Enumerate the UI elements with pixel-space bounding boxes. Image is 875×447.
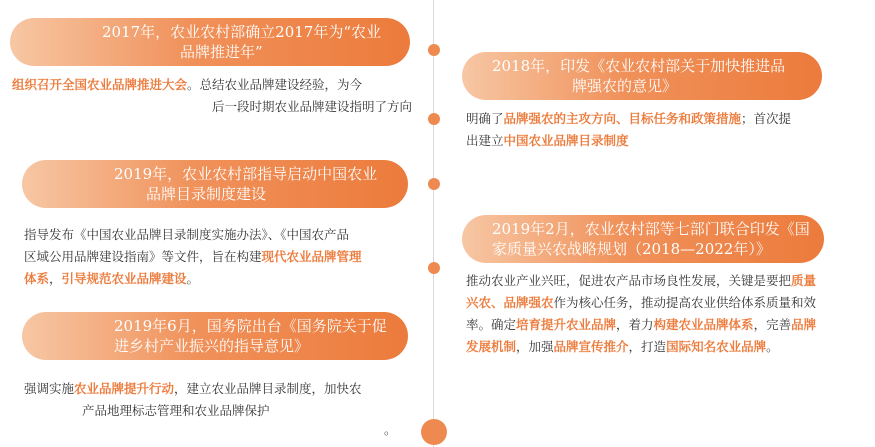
desc-line: 强调实施农业品牌提升行动，建立农业品牌目录制度，加快农 [24, 381, 362, 396]
timeline-dot [428, 262, 440, 274]
event-title-line: 2019年，农业农村部指导启动中国农业 [114, 165, 378, 183]
event-title-line: 进乡村产业振兴的指导意见》 [114, 337, 310, 355]
event-2019-feb-desc [466, 270, 871, 358]
event-2018-desc [466, 108, 866, 152]
event-title-line: 2019年6月，国务院出台《国务院关于促 [114, 317, 387, 335]
event-2018-title [462, 52, 822, 100]
desc-line: 后一段时期农业品牌建设指明了方向 [211, 99, 412, 114]
event-2019-jun-title [22, 312, 408, 360]
event-title-line: 2019年2月，农业农村部等七部门联合印发《国 [492, 220, 810, 238]
event-2019-title [22, 160, 408, 208]
desc-line: 组织召开全国农业品牌推进大会。总结农业品牌建设经验，为今 [12, 77, 363, 92]
timeline-dot [428, 178, 440, 190]
timeline-axis [433, 0, 434, 447]
event-title-line: 家质量兴农战略规划（2018—2022年）》 [492, 240, 771, 258]
desc-line: 率。确定培育提升农业品牌，着力构建农业品牌体系，完善品牌 [466, 317, 817, 332]
desc-line: 出建立中国农业品牌目录制度 [466, 133, 629, 148]
event-2019-feb-title [462, 215, 824, 263]
desc-line: 区域公用品牌建设指南》等文件，旨在构建现代农业品牌管理 [24, 249, 362, 264]
desc-line: 明确了品牌强农的主攻方向、目标任务和政策措施；首次提 [466, 111, 792, 126]
desc-line: 指导发布《中国农业品牌目录制度实施办法》、《中国农产品 [24, 227, 350, 242]
timeline-dot [428, 44, 440, 56]
timeline-dot-end [421, 419, 447, 445]
event-2019-jun-desc [24, 378, 424, 438]
desc-line: 。 [384, 422, 397, 437]
desc-line: 兴农、品牌强农作为核心任务，推动提高农业供给体系质量和效 [466, 295, 817, 310]
event-title-line: 品牌目录制度建设 [146, 185, 267, 203]
timeline-dot [428, 113, 440, 125]
desc-line: 体系，引导规范农业品牌建设。 [24, 271, 200, 286]
event-title-line: 2017年，农业农村部确立2017年为“农业 [102, 23, 382, 41]
event-2019-desc [24, 224, 424, 290]
event-2017-desc [12, 74, 412, 118]
event-2017-title [10, 18, 410, 66]
desc-line: 发展机制，加强品牌宣传推介，打造国际知名农业品牌。 [466, 339, 779, 354]
event-title-line: 2018年，印发《农业农村部关于加快推进品 [492, 57, 786, 75]
event-title-line: 品牌推进年” [180, 43, 263, 61]
desc-line: 推动农业产业兴旺，促进农产品市场良性发展，关键是要把质量 [466, 273, 817, 288]
event-title-line: 牌强农的意见》 [572, 77, 678, 95]
desc-line: 产品地理标志管理和农业品牌保护 [82, 403, 270, 418]
